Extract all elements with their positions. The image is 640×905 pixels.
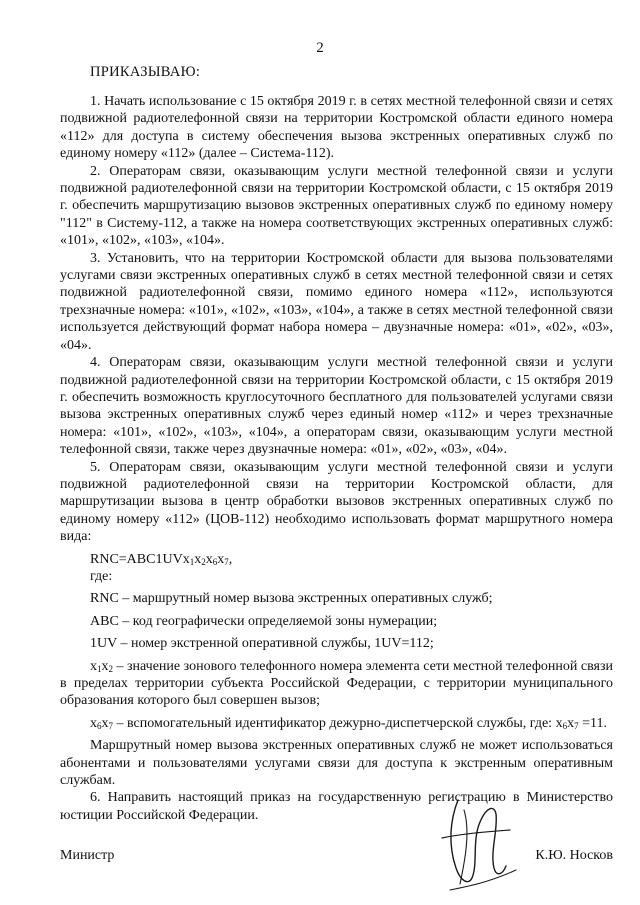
page-number: 2 [316,40,324,56]
handwritten-signature [420,790,525,895]
paragraph-5: 5. Операторам связи, оказывающим услуги местной телефонной связи и услуги подвижной радиотелефонной связи на территории Костромской области, для маршрутизации вызова в центр обработки вызовов экстренных оперативных служб по единому номеру «112» (ЦОВ-112) необходимо использовать формат маршрутного номера вида: [60,459,613,545]
paragraph-6: 6. Направить настоящий приказ на государственную регистрацию в Министерство юстиции Российской Федерации. [60,790,613,823]
definition-rnc: RNC – маршрутный номер вызова экстренных оперативных служб; [90,591,493,607]
definition-1uv: 1UV – номер экстренной оперативной службы, 1UV=112; [90,636,434,652]
where-label: где: [90,568,113,584]
order-heading: ПРИКАЗЫВАЮ: [90,64,201,80]
routing-number-formula: $RNC=ABC1UVx_1x_2x_6x_7$, [90,551,233,567]
paragraph-3: 3. Установить, что на территории Костромской области для вызова пользователями услугами связи экстренных оперативных служб в сетях местной телефонной связи и сетях подвижной радиотелефонной связи, помимо единого номера «112», используются трехзначные номера: «101», «102», «103», «104», а также в сетях местной телефонной связи используется действующий формат набора номера – двузначные номера: «01», «02», «03», «04». [60,250,613,353]
paragraph-routing-note: Маршрутный номер вызова экстренных оперативных служб не может использоваться абонентами и пользователями услугами связи для доступа к экстренным оперативным службам. [60,738,613,789]
definition-x1x2: $x_1x_2$ – значение зонового телефонного номера элемента сети местной телефонной связи в пределах территории субъекта Российской Федерации, с территории муниципального образования которого был совершен вызов; [60,658,613,709]
paragraph-1: 1. Начать использование с 15 октября 2019 г. в сетях местной телефонной связи и сетях подвижной радиотелефонной связи на территории Костромской области единого номера «112» для доступа в систему обеспечения вызова экстренных оперативных служб по единому номеру «112» (далее – Система-112). [60,94,613,162]
signatory-name: К.Ю. Носков [535,848,613,863]
paragraph-2: 2. Операторам связи, оказывающим услуги местной телефонной связи и услуги подвижной радиотелефонной связи на территории Костромской области, с 15 октября 2019 г. обеспечить маршрутизацию вызовов экстренных оперативных служб по единому номеру "112" в Систему-112, а также на номера соответствующих экстренных оперативных служб: «101», «102», «103», «104». [60,163,613,249]
paragraph-4: 4. Операторам связи, оказывающим услуги местной телефонной связи и услуги подвижной радиотелефонной связи на территории Костромской области, с 15 октября 2019 г. обеспечить возможность круглосуточного бесплатного для пользователей услугами связи вызова экстренных оперативных служб через единый номер «112» и через трехзначные номера: «101», «102», «103», «104», а операторам связи, оказывающим услуги местной телефонной связи, также через двузначные номера: «01», «02», «03», «04». [60,355,613,458]
document-body [60,93,613,824]
signatory-title: Министр [60,848,115,863]
definition-abc: ABC – код географически определяемой зоны нумерации; [90,613,438,629]
definition-x6x7: $x_6x_7$ – вспомогательный идентификатор дежурно-диспетчерской службы, где: $x_6x_7 =11$. [90,715,607,731]
